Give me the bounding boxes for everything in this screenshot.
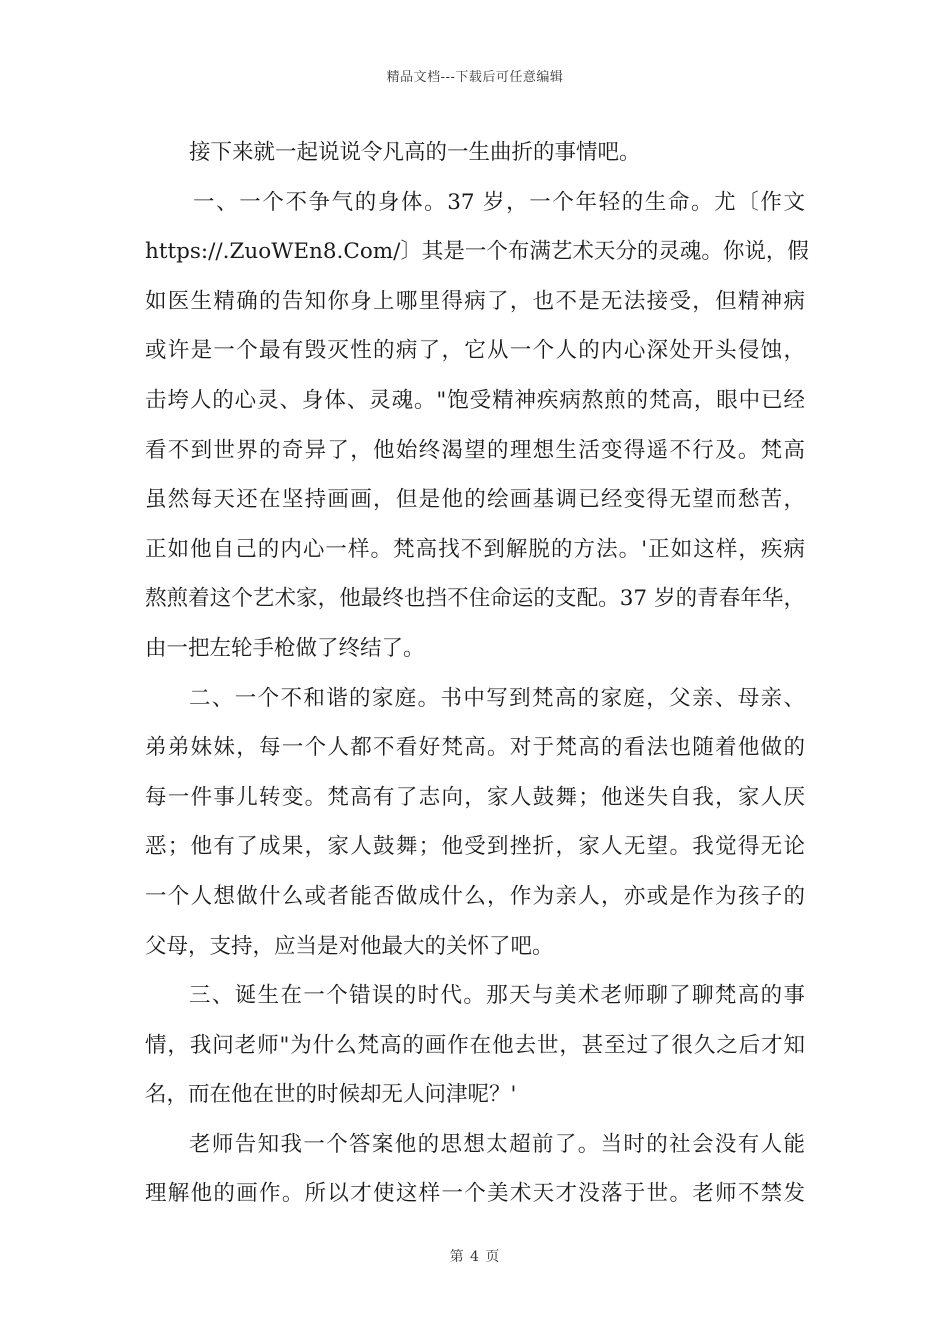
paragraph-line: 或许是一个最有毁灭性的病了，它从一个人的内心深处开头侵蚀， (145, 338, 805, 364)
paragraph-line: 父母，支持，应当是对他最大的关怀了吧。 (145, 933, 554, 959)
paragraph-line: 看不到世界的奇异了，他始终渴望的理想生活变得遥不行及。梵高 (145, 437, 805, 463)
paragraph-line: 由一把左轮手枪做了终结了。 (145, 635, 425, 661)
paragraph-line: 一个人想做什么或者能否做成什么，作为亲人，亦或是作为孩子的 (145, 883, 805, 909)
paragraph-line: 熬煎着这个艺术家，他最终也挡不住命运的支配。37 岁的青春年华， (145, 586, 805, 612)
paragraph-line: 每一件事儿转变。梵高有了志向，家人鼓舞；他迷失自我，家人厌 (145, 784, 805, 810)
paragraph-line: 弟弟妹妹，每一个人都不看好梵高。对于梵高的看法也随着他做的 (145, 735, 805, 761)
paragraph-line: 理解他的画作。所以才使这样一个美术天才没落于世。老师不禁发 (145, 1181, 805, 1207)
paragraph-line: 接下来就一起说说令凡高的一生曲折的事情吧。 (189, 140, 641, 165)
page-header: 精品文档---下载后可任意编辑 (386, 70, 564, 85)
paragraph-line: 击垮人的心灵、身体、灵魂。"饱受精神疾病熬煎的梵高，眼中已经 (145, 387, 805, 413)
paragraph-line: 三、诞生在一个错误的时代。那天与美术老师聊了聊梵高的事 (189, 983, 805, 1009)
document-body (145, 128, 809, 1219)
paragraph-line: 名，而在他在世的时候却无人问津呢？' (145, 1082, 517, 1108)
paragraph-line: 老师告知我一个答案他的思想太超前了。当时的社会没有人能 (189, 1131, 805, 1157)
paragraph-line: 一、一个不争气的身体。37 岁，一个年轻的生命。尤〔作文 (193, 189, 805, 215)
paragraph-line: https://.ZuoWEn8.Com/〕其是一个布满艺术天分的灵魂。你说，假 (145, 239, 809, 265)
paragraph-line: 正如他自己的内心一样。梵高找不到解脱的方法。'正如这样，疾病 (145, 536, 805, 562)
page-number: 第 4 页 (449, 1249, 501, 1265)
paragraph-line: 二、一个不和谐的家庭。书中写到梵高的家庭，父亲、母亲、 (189, 685, 805, 711)
paragraph-line: 情，我问老师"为什么梵高的画作在他去世，甚至过了很久之后才知 (145, 1032, 805, 1058)
paragraph-line: 如医生精确的告知你身上哪里得病了，也不是无法接受，但精神病 (145, 288, 805, 314)
paragraph-line: 恶；他有了成果，家人鼓舞；他受到挫折，家人无望。我觉得无论 (145, 834, 805, 860)
paragraph-line: 虽然每天还在坚持画画，但是他的绘画基调已经变得无望而愁苦， (145, 487, 805, 513)
